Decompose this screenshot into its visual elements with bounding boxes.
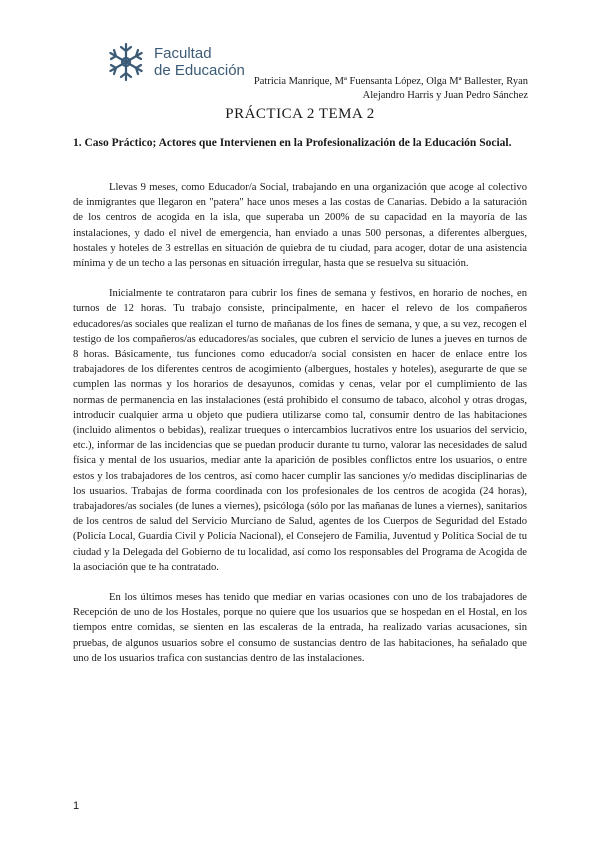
section-heading: 1. Caso Práctico; Actores que Intervienen en la Profesionalización de la Educación Social. xyxy=(73,137,512,149)
authors xyxy=(198,75,528,103)
paragraph-2: Inicialmente te contrataron para cubrir los fines de semana y festivos, en horario de noches, en turnos de 12 horas. Tu trabajo consiste, principalmente, en hacer el relevo de los compañeros educadores/as sociales que realizan el turno de mañanas de los fines de semana, y que, a su vez, recogen el testigo de los compañeros/as educadores/as sociales, que cubren el servicio de lunes a jueves en turnos de 8 horas. Básicamente, tus funciones como educador/a social consisten en hacer de enlace entre los trabajadores de los diferentes centros de acogimiento (albergues, hostales y hoteles), asegurarte de que se cumplen las normas y los horarios de desayunos, comidas y cenas, velar por el cumplimiento de las normas de permanencia en las instalaciones (está prohibido el consumo de tabaco, alcohol y otras drogas, introducir cualquier arma u objeto que pudiera utilizarse como tal, consumir dentro de las habitaciones (incluido alimentos o bebidas), realizar trueques o intercambios lucrativos entre los usuarios del servicio, etc.), informar de las incidencias que se puedan producir durante tu turno, valorar las necesidades de salud física y mental de los usuarios, mediar ante la aparición de posibles conflictos entre los usuarios, o entre estos y los trabajadores de los centros, así como hacer cumplir las sanciones y/o medidas disciplinarias de los usuarios. Trabajas de forma coordinada con los profesionales de los centros de acogida (24 horas), trabajadores/as sociales (de lunes a viernes), psicóloga (sólo por las mañanas de lunes a viernes), sanitarios de los centros de salud del Servicio Murciano de Salud, agentes de los Cuerpos de Seguridad del Estado (Policía Local, Guardia Civil y Policía Nacional), el Consejero de Familia, Juventud y Política Social de tu ciudad y la Delegada del Gobierno de tu localidad, así como los responsables del Programa de Acogida de la asociación que te ha contratado. xyxy=(73,288,527,573)
authors-line-1: Patricia Manrique, Mª Fuensanta López, Olga Mª Ballester, Ryan xyxy=(253,76,528,87)
page-number: 1 xyxy=(73,800,80,812)
authors-line-2: Alejandro Harris y Juan Pedro Sánchez xyxy=(362,90,528,101)
page-title: PRÁCTICA 2 TEMA 2 xyxy=(225,106,375,122)
logo-line-2: de Educación xyxy=(154,62,245,79)
snowflake-logo-icon xyxy=(104,40,148,84)
body-text xyxy=(73,180,527,681)
logo-text xyxy=(154,45,245,79)
logo-line-1: Facultad xyxy=(154,45,212,62)
paragraph-1: Llevas 9 meses, como Educador/a Social, trabajando en una organización que acoge al colectivo de inmigrantes que llegaron en "patera" hace unos meses a las costas de Canarias. Debido a la saturación de los centros de acogida en la isla, que superaba un 200% de su capacidad en la mayoría de las instalaciones, y dado el nivel de emergencia, han enviado a unas 500 personas, a diferentes albergues, hostales y hoteles de 3 estrellas en situación de quiebra de tu ciudad, para acoger, dotar de una asistencia mínima y de un techo a las personas en situación irregular, hasta que se resuelva su situación. xyxy=(73,182,527,270)
paragraph-3: En los últimos meses has tenido que mediar en varias ocasiones con uno de los trabajadores de Recepción de uno de los Hostales, porque no quiere que los usuarios que se hospedan en el Hostal, en los tiempos entre comidas, se sienten en las escaleras de la entrada, ha realizado varias acusaciones, sin pruebas, de algunos usuarios sobre el consumo de sustancias dentro de las habitaciones, ha señalado que uno de los usuarios trafica con sustancias dentro de las instalaciones. xyxy=(73,592,527,664)
